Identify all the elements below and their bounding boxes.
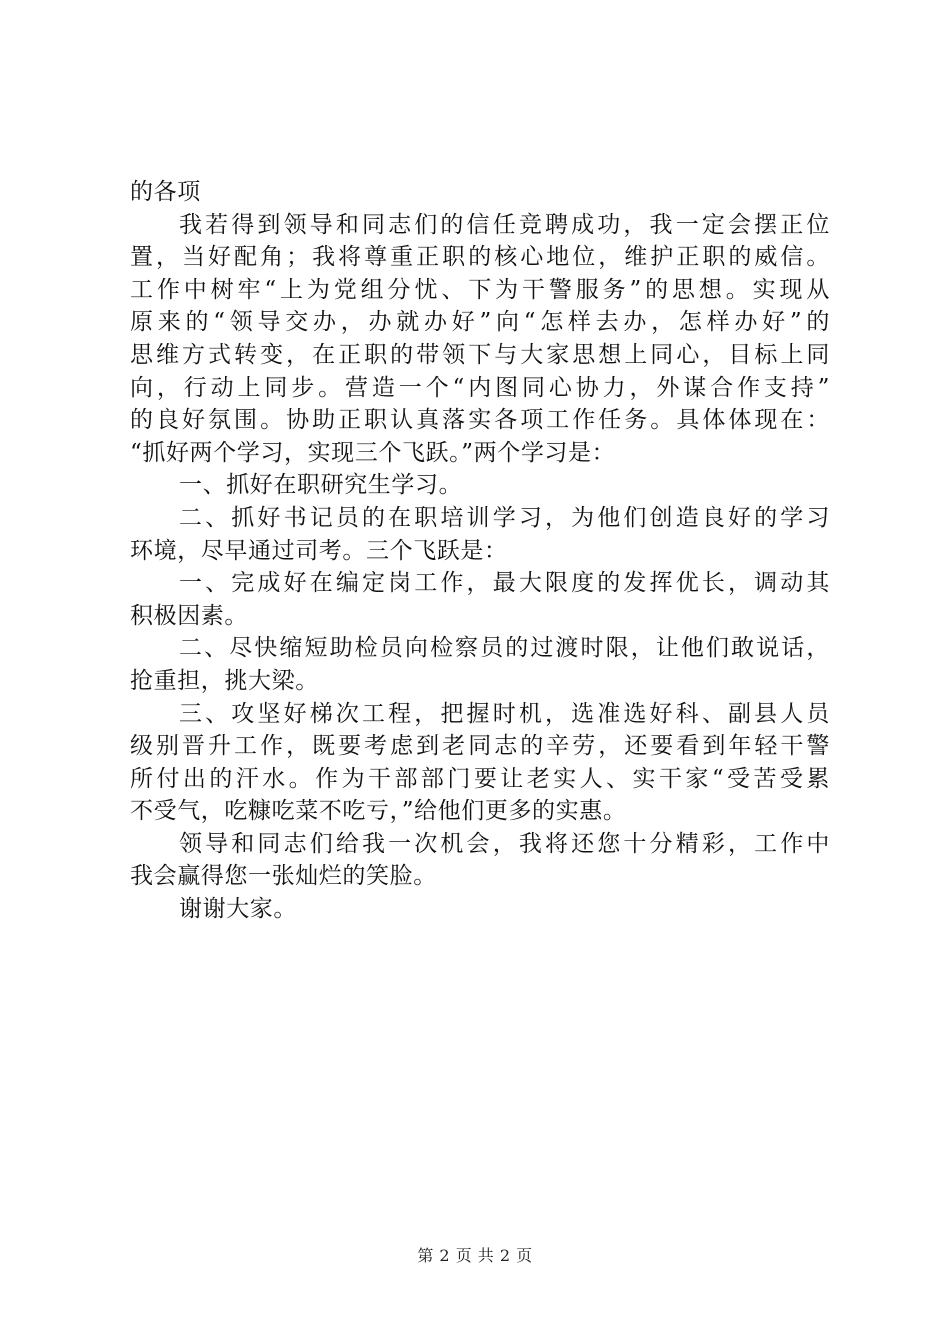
text-line: 置，当好配角；我将尊重正职的核心地位，维护正职的威信。 bbox=[130, 244, 830, 271]
text-line: 环境，尽早通过司考。三个飞跃是： bbox=[130, 537, 508, 564]
paragraph-first-line: 领导和同志们给我一次机会，我将还您十分精彩，工作中 bbox=[179, 830, 830, 857]
list-item: 一、抓好在职研究生学习。 bbox=[179, 472, 463, 499]
text-line: 级别晋升工作，既要考虑到老同志的辛劳，还要看到年轻干警 bbox=[130, 733, 830, 760]
paragraph-first-line: 我若得到领导和同志们的信任竞聘成功，我一定会摆正位 bbox=[179, 211, 830, 238]
text-line: 积极因素。 bbox=[130, 602, 248, 629]
closing-line: 谢谢大家。 bbox=[179, 896, 297, 923]
list-item: 二、抓好书记员的在职培训学习，为他们创造良好的学习 bbox=[179, 504, 830, 531]
text-line: 的各项 bbox=[130, 179, 201, 205]
list-item: 三、攻坚好梯次工程，把握时机，选准选好科、副县人员 bbox=[179, 700, 830, 727]
text-line: 思维方式转变，在正职的带领下与大家思想上同心，目标上同 bbox=[130, 341, 830, 368]
text-line: 我会赢得您一张灿烂的笑脸。 bbox=[130, 863, 437, 890]
text-line: 所付出的汗水。作为干部部门要让老实人、实干家“受苦受累 bbox=[130, 765, 830, 792]
text-line: 工作中树牢“上为党组分忧、下为干警服务”的思想。实现从 bbox=[130, 276, 830, 303]
text-line: 向，行动上同步。营造一个“内图同心协力，外谋合作支持” bbox=[130, 374, 830, 401]
list-item: 一、完成好在编定岗工作，最大限度的发挥优长，调动其 bbox=[179, 570, 830, 597]
document-body bbox=[130, 176, 830, 926]
text-line: 抢重担，挑大梁。 bbox=[130, 667, 319, 694]
text-line: 的良好氛围。协助正职认真落实各项工作任务。具体体现在： bbox=[130, 407, 830, 434]
page-footer: 第 2 页 共 2 页 bbox=[417, 1246, 533, 1265]
text-line: 不受气，吃糠吃菜不吃亏，”给他们更多的实惠。 bbox=[130, 798, 627, 825]
list-item: 二、尽快缩短助检员向检察员的过渡时限，让他们敢说话， bbox=[179, 635, 830, 662]
text-line: 原来的“领导交办，办就办好”向“怎样去办，怎样办好”的 bbox=[130, 309, 830, 336]
text-line: “抓好两个学习，实现三个飞跃。”两个学习是： bbox=[130, 439, 616, 466]
